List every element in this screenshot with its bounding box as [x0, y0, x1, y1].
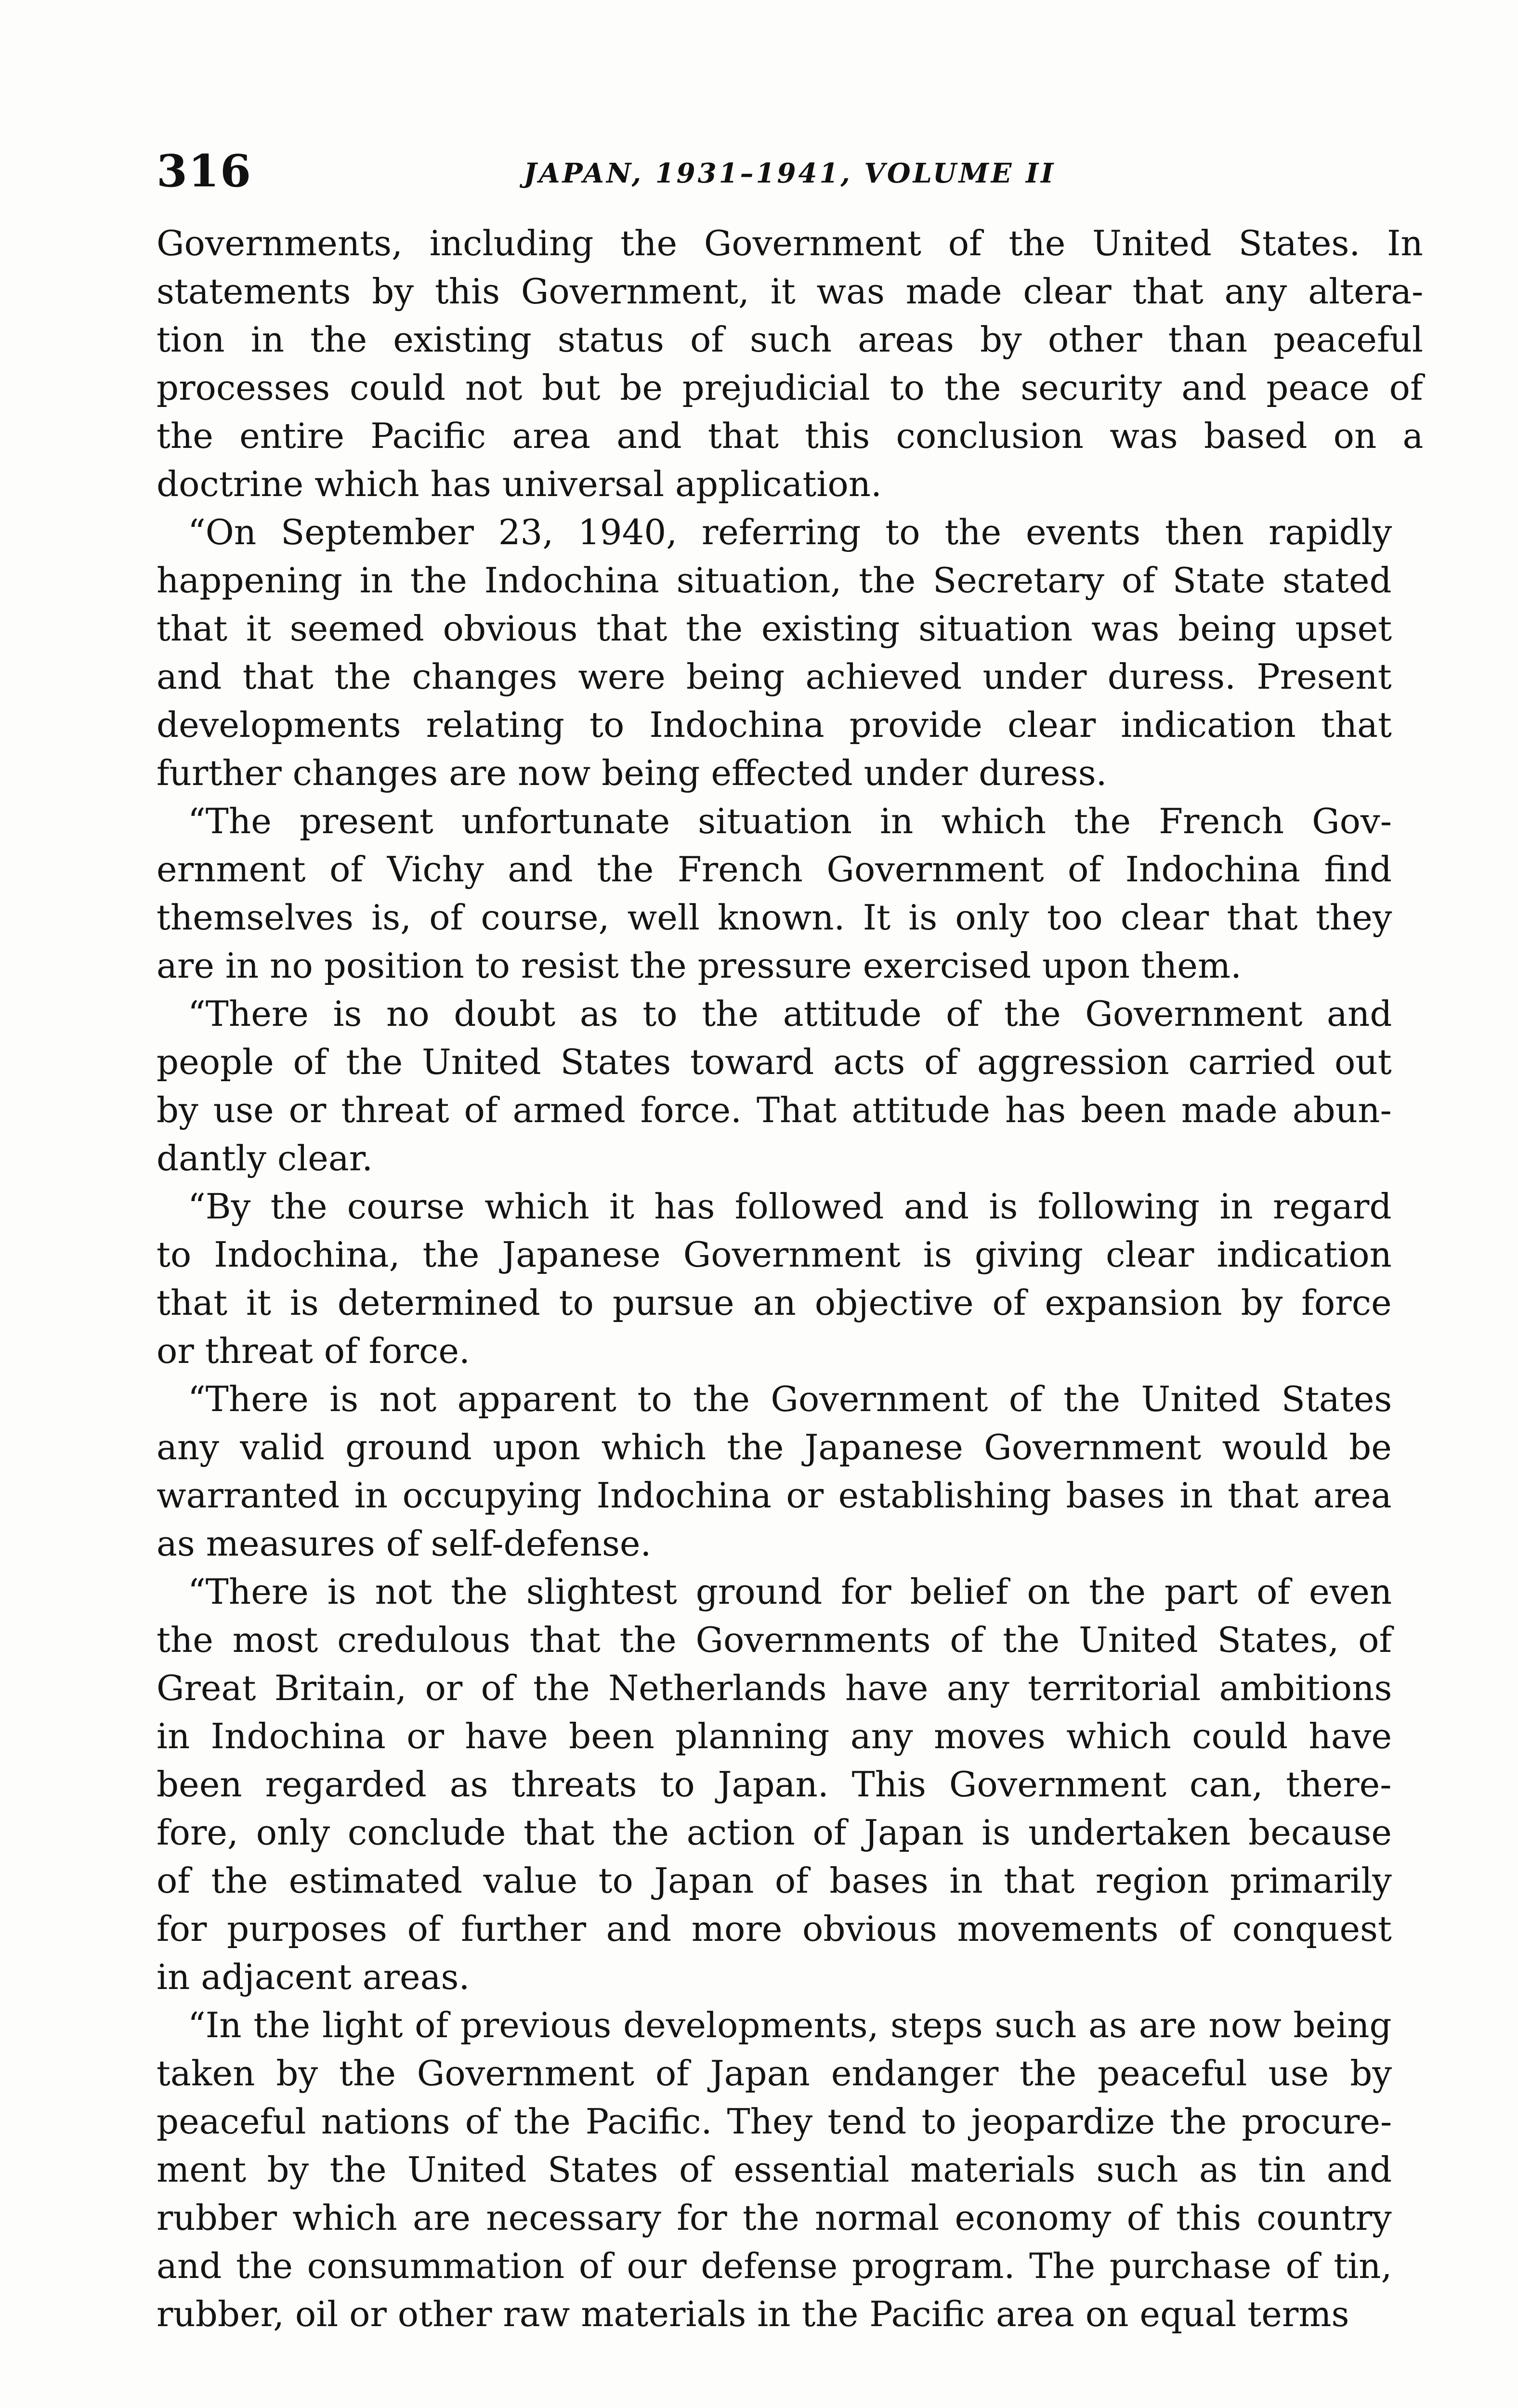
paragraph — [157, 797, 1423, 990]
text-line: ernment of Vichy and the French Government of Indochina find — [157, 849, 1392, 890]
text-line: and the consummation of our defense program. The purchase of tin, — [157, 2246, 1392, 2286]
paragraph — [157, 2001, 1423, 2338]
text-line: that it is determined to pursue an objective of expansion by force — [157, 1283, 1392, 1323]
text-line: people of the United States toward acts of aggression carried out — [157, 1042, 1392, 1082]
text-line: tion in the existing status of such areas by other than peaceful — [157, 319, 1423, 360]
text-line: “There is not the slightest ground for belief on the part of even — [188, 1571, 1392, 1612]
paragraph — [157, 1568, 1423, 2001]
text-line: in adjacent areas. — [157, 1957, 470, 1997]
text-line: rubber which are necessary for the normal economy of this country — [157, 2198, 1392, 2238]
text-line: further changes are now being effected under duress. — [157, 753, 1107, 793]
paragraph — [157, 990, 1423, 1182]
page-number: 316 — [157, 145, 252, 197]
text-line: the most credulous that the Governments of the United States, of — [157, 1620, 1392, 1660]
paragraph — [157, 219, 1423, 508]
paragraph — [157, 508, 1423, 797]
text-line: for purposes of further and more obvious movements of conquest — [157, 1909, 1392, 1949]
text-line: developments relating to Indochina provide clear indication that — [157, 705, 1392, 745]
text-line: rubber, oil or other raw materials in the Pacific area on equal terms — [157, 2294, 1349, 2334]
text-line: been regarded as threats to Japan. This Government can, there- — [157, 1764, 1392, 1805]
text-line: ment by the United States of essential materials such as tin and — [157, 2149, 1392, 2190]
text-line: themselves is, of course, well known. It is only too clear that they — [157, 897, 1392, 938]
text-line: as measures of self-defense. — [157, 1523, 652, 1564]
text-line: Governments, including the Government of the United States. In — [157, 223, 1423, 263]
text-line: statements by this Government, it was made clear that any altera- — [157, 271, 1424, 312]
text-line: are in no position to resist the pressure exercised upon them. — [157, 945, 1242, 986]
text-line: the entire Pacific area and that this conclusion was based on a — [157, 416, 1424, 456]
text-line: peaceful nations of the Pacific. They tend to jeopardize the procure- — [157, 2101, 1392, 2142]
text-line: “There is no doubt as to the attitude of the Government and — [188, 994, 1392, 1034]
text-line: “On September 23, 1940, referring to the events then rapidly — [188, 512, 1392, 552]
running-header — [157, 140, 1423, 202]
text-line: “There is not apparent to the Government of the United States — [188, 1379, 1392, 1419]
text-line: of the estimated value to Japan of bases in that region primarily — [157, 1860, 1392, 1901]
text-line: happening in the Indochina situation, the Secretary of State stated — [157, 560, 1392, 601]
text-line: fore, only conclude that the action of Japan is undertaken because — [157, 1812, 1392, 1853]
text-line: and that the changes were being achieved under duress. Present — [157, 656, 1392, 697]
text-line: dantly clear. — [157, 1138, 373, 1178]
text-line: warranted in occupying Indochina or establishing bases in that area — [157, 1475, 1392, 1516]
paragraph — [157, 1375, 1423, 1568]
text-line: or threat of force. — [157, 1331, 470, 1371]
text-line: “In the light of previous developments, steps such as are now being — [188, 2005, 1392, 2045]
text-line: that it seemed obvious that the existing situation was being upset — [157, 608, 1392, 649]
text-line: doctrine which has universal application. — [157, 464, 882, 504]
body-text — [157, 219, 1423, 2338]
text-line: to Indochina, the Japanese Government is giving clear indication — [157, 1234, 1392, 1275]
text-line: processes could not but be prejudicial to the security and peace of — [157, 367, 1423, 408]
text-line: “By the course which it has followed and is following in regard — [188, 1186, 1392, 1227]
paragraph — [157, 1182, 1423, 1375]
text-line: by use or threat of armed force. That attitude has been made abun- — [157, 1090, 1392, 1130]
running-title: JAPAN, 1931–1941, VOLUME II — [523, 157, 1056, 189]
text-line: in Indochina or have been planning any moves which could have — [157, 1716, 1392, 1756]
text-line: any valid ground upon which the Japanese Government would be — [157, 1427, 1392, 1467]
text-line: “The present unfortunate situation in which the French Gov- — [188, 801, 1392, 841]
text-line: Great Britain, or of the Netherlands have any territorial ambitions — [157, 1668, 1392, 1708]
text-line: taken by the Government of Japan endanger the peaceful use by — [157, 2053, 1392, 2094]
